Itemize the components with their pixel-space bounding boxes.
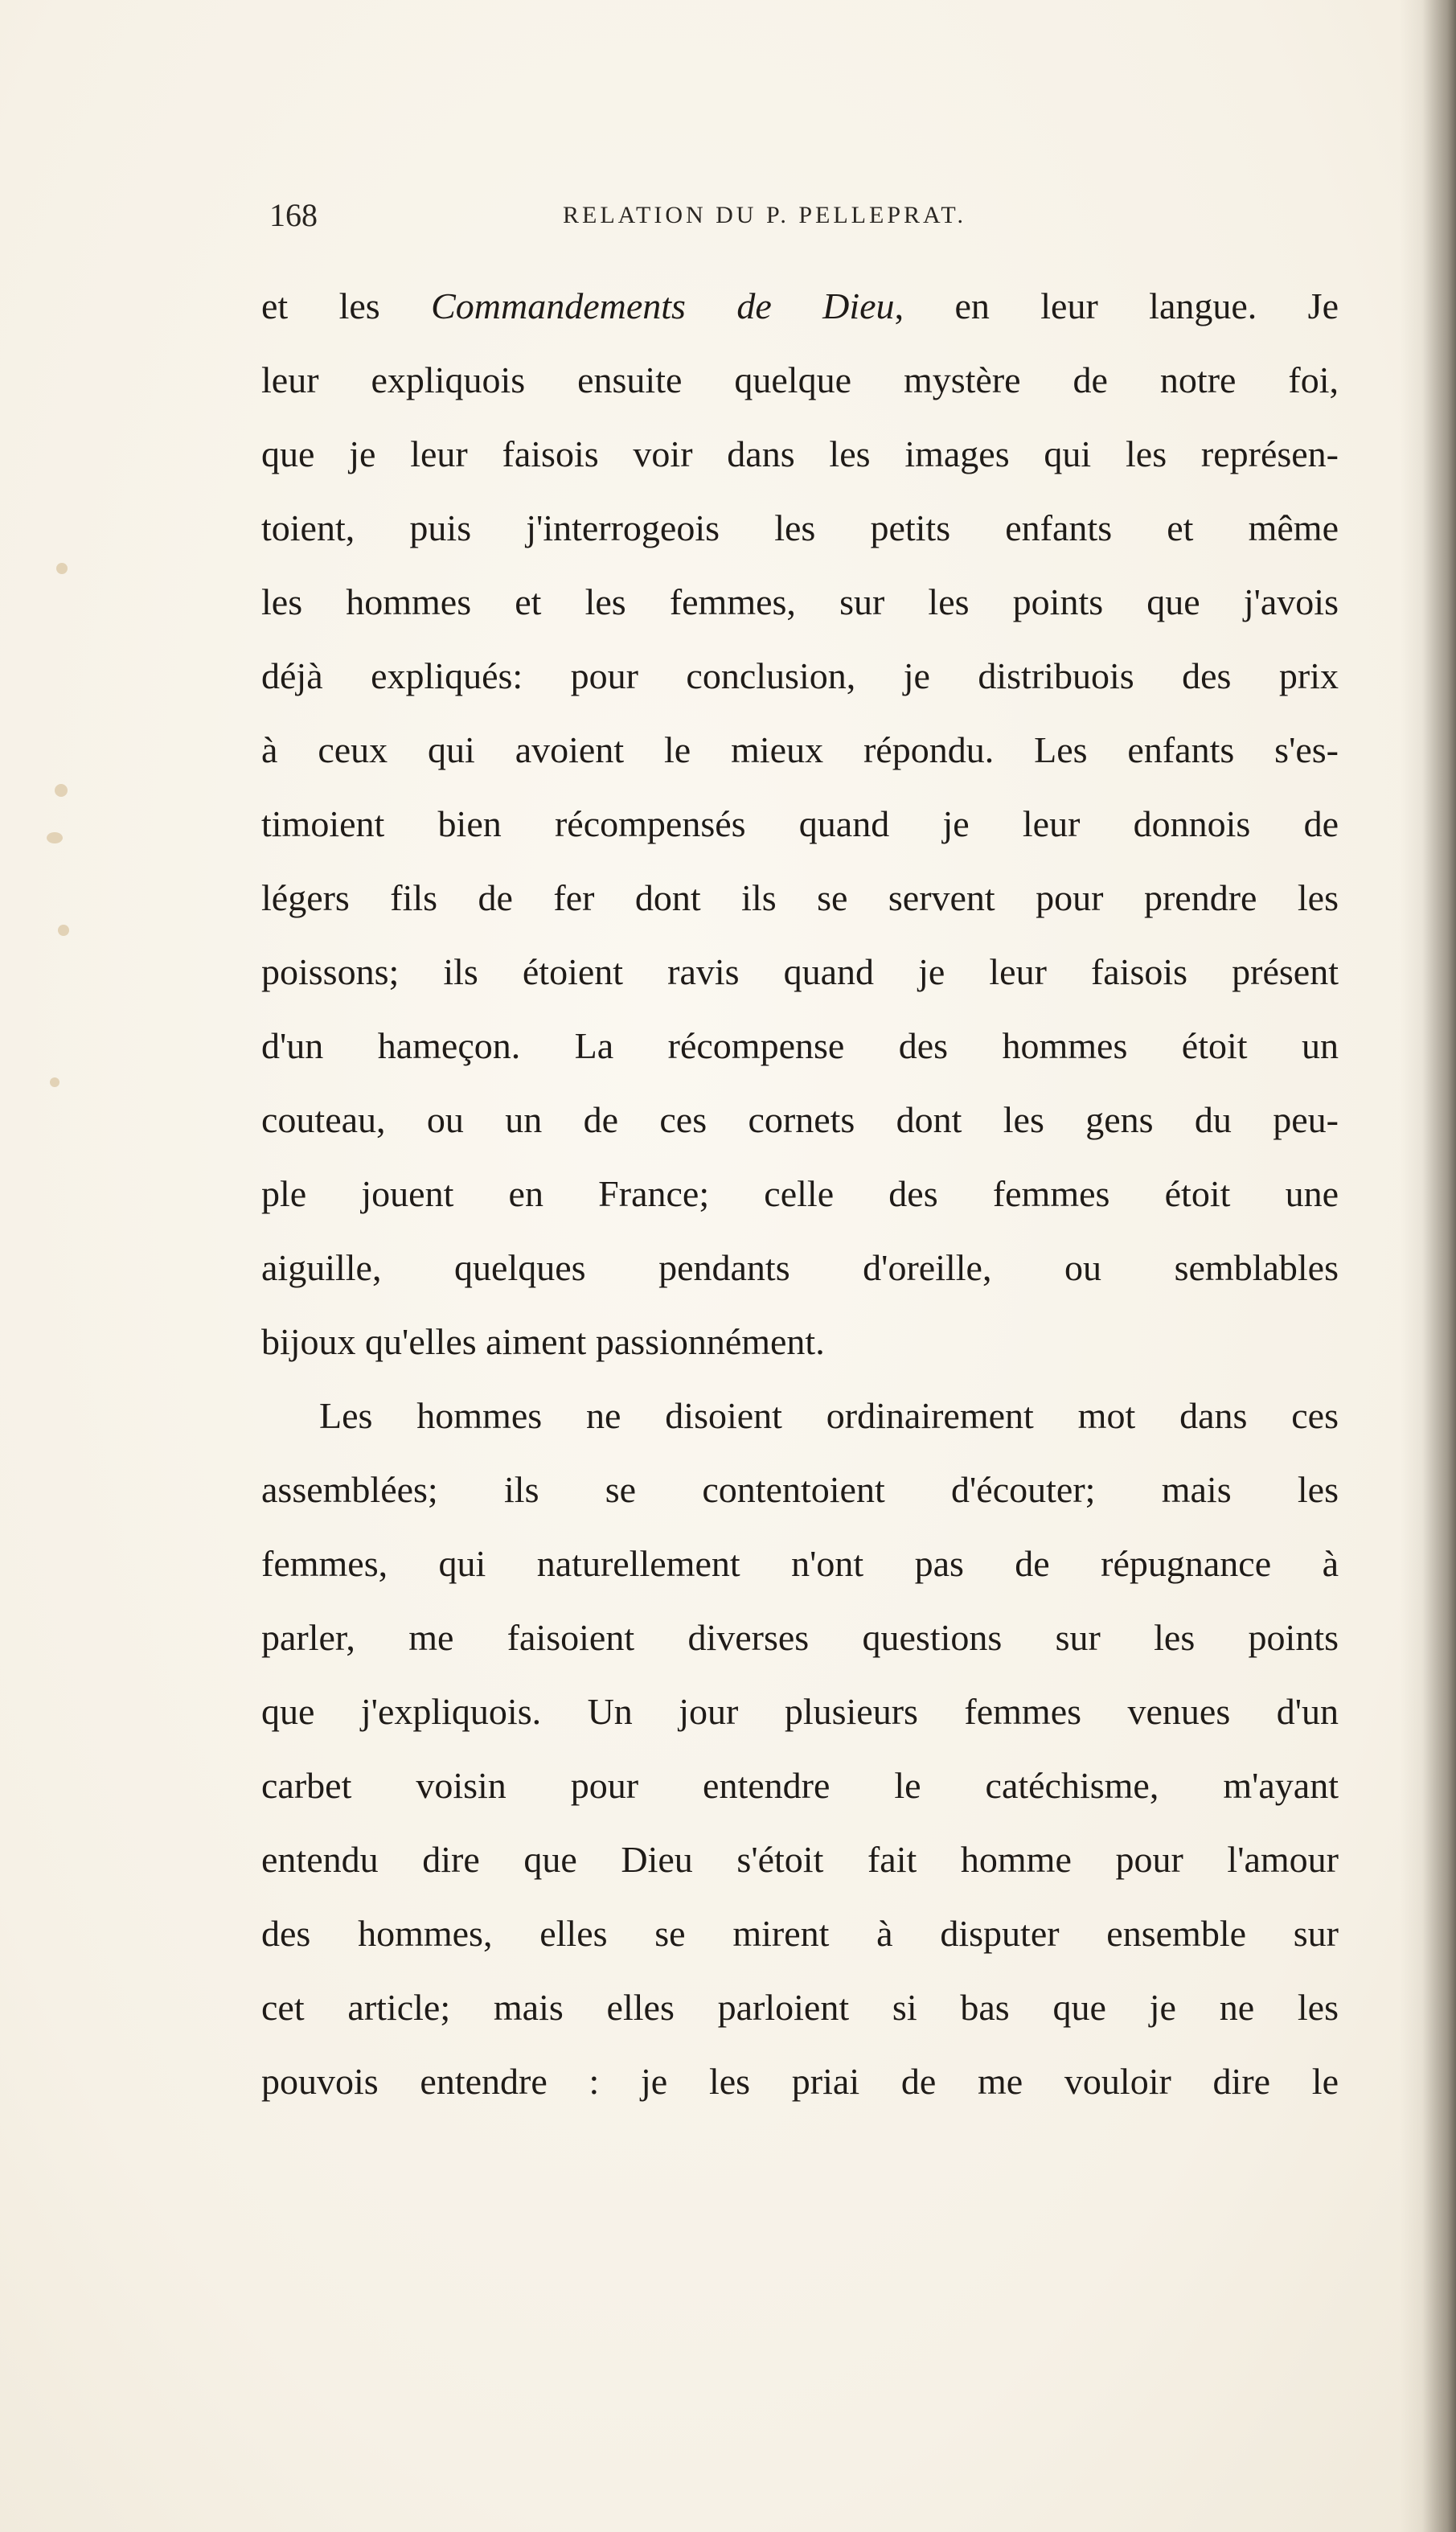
text-line: et les Commandements de Dieu, en leur langue. Je — [261, 285, 1339, 326]
text-line: entendu dire que Dieu s'étoit fait homme pour l'amour — [261, 1839, 1339, 1880]
running-head — [269, 195, 1363, 236]
paper-speck — [56, 563, 68, 574]
text-line: assemblées; ils se contentoient d'écouter; mais les — [261, 1469, 1339, 1510]
text-line: d'un hameçon. La récompense des hommes étoit un — [261, 1025, 1339, 1066]
text-line: ple jouent en France; celle des femmes étoit une — [261, 1173, 1339, 1214]
text-line: cet article; mais elles parloient si bas que je ne les — [261, 1987, 1339, 2028]
text-line: des hommes, elles se mirent à disputer ensemble sur — [261, 1913, 1339, 1954]
text-line: que je leur faisois voir dans les images qui les représen- — [261, 433, 1339, 474]
text-line: les hommes et les femmes, sur les points que j'avois — [261, 581, 1339, 622]
text-line: à ceux qui avoient le mieux répondu. Les enfants s'es- — [261, 729, 1339, 770]
text-line: carbet voisin pour entendre le catéchisme, m'ayant — [261, 1765, 1339, 1806]
paper-speck — [50, 1077, 59, 1087]
page-number: 168 — [269, 197, 318, 233]
text-line: couteau, ou un de ces cornets dont les gens du peu- — [261, 1099, 1339, 1140]
running-title: RELATION DU P. PELLEPRAT. — [563, 202, 966, 228]
text-line: femmes, qui naturellement n'ont pas de répugnance à — [261, 1543, 1339, 1584]
text-line: déjà expliqués: pour conclusion, je distribuois des prix — [261, 655, 1339, 696]
paragraph-start-line: Les hommes ne disoient ordinairement mot dans ces — [319, 1395, 1339, 1436]
text-line: parler, me faisoient diverses questions sur les points — [261, 1617, 1339, 1658]
paper-speck — [47, 832, 63, 843]
text-line: poissons; ils étoient ravis quand je leur faisois présent — [261, 951, 1339, 992]
text-line: toient, puis j'interrogeois les petits enfants et même — [261, 507, 1339, 548]
text-line: légers fils de fer dont ils se servent pour prendre les — [261, 877, 1339, 918]
body-text — [261, 269, 1339, 2119]
text-line: pouvois entendre : je les priai de me vouloir dire le — [261, 2061, 1339, 2102]
text-line: leur expliquois ensuite quelque mystère de notre foi, — [261, 359, 1339, 400]
page-edge-shadow — [1400, 0, 1456, 2532]
text-line: timoient bien récompensés quand je leur donnois de — [261, 803, 1339, 844]
text-line: que j'expliquois. Un jour plusieurs femmes venues d'un — [261, 1691, 1339, 1732]
paper-speck — [55, 784, 68, 797]
text-line: aiguille, quelques pendants d'oreille, ou semblables — [261, 1247, 1339, 1288]
paper-speck — [58, 925, 69, 936]
text-line: bijoux qu'elles aiment passionnément. — [261, 1321, 825, 1362]
